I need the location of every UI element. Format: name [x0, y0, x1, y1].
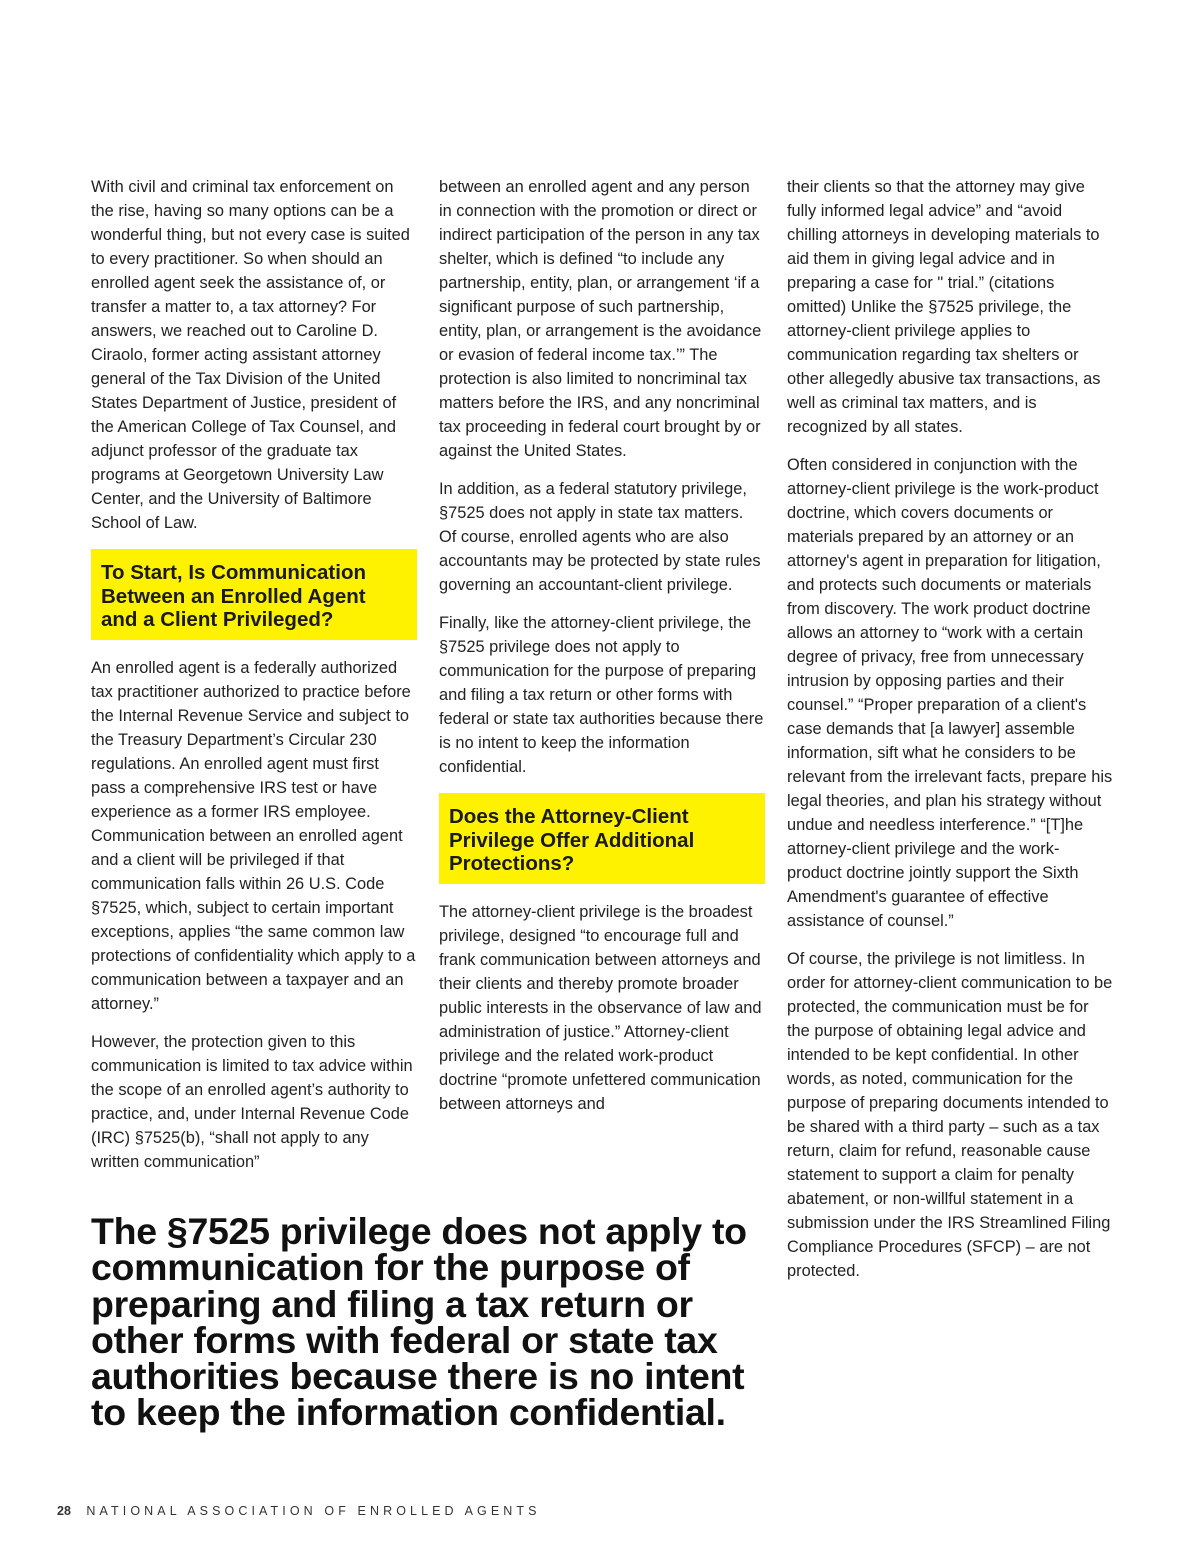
section-heading-additional-protections: Does the Attorney-Client Privilege Offer Additional Protections?	[439, 793, 765, 884]
body-paragraph: Often considered in conjunction with the attorney-client privilege is the work-product doctrine, which covers documents or materials prepared by an attorney or an attorney's agent in preparation for litigation, and protects such documents or materials from discovery. The work product doctrine allows an attorney to “work with a certain degree of privacy, free from unnecessary intrusion by opposing parties and their counsel.” “Proper preparation of a client's case demands that [a lawyer] assemble information, sift what he considers to be relevant from the irrelevant facts, prepare his legal theories, and plan his strategy without undue and needless interference.” “[T]he attorney-client privilege and the work-product doctrine jointly support the Sixth Amendment's guarantee of effective assistance of counsel.”	[787, 456, 1113, 930]
body-paragraph: between an enrolled agent and any person in connection with the promotion or direct or indirect participation of the person in any tax shelter, which is defined “to include any partnership, entity, plan, or arrangement ‘if a significant purpose of such partnership, entity, plan, or arrangement is the avoidance or evasion of federal income tax.’” The protection is also limited to noncriminal tax matters before the IRS, and any noncriminal tax proceeding in federal court brought by or against the United States.	[439, 178, 762, 460]
article-column-3	[787, 175, 1113, 1297]
section-heading-privileged: To Start, Is Communication Between an Enrolled Agent and a Client Privileged?	[91, 549, 417, 640]
body-paragraph: Finally, like the attorney-client privilege, the §7525 privilege does not apply to communication for the purpose of preparing and filing a tax return or other forms with federal or state tax authorities because there is no intent to keep the information confidential.	[439, 614, 764, 776]
body-paragraph: Of course, the privilege is not limitless. In order for attorney-client communication to be protected, the communication must be for the purpose of obtaining legal advice and intended to be kept confidential. In other words, as noted, communication for the purpose of preparing documents intended to be shared with a third party – such as a tax return, claim for refund, reasonable cause statement to support a claim for penalty abatement, or non-willful statement in a submission under the IRS Streamlined Filing Compliance Procedures (SFCP) – are not protected.	[787, 950, 1113, 1280]
intro-paragraph: With civil and criminal tax enforcement on the rise, having so many options can be a wonderful thing, but not every case is suited to every practitioner. So when should an enrolled agent seek the assistance of, or transfer a matter to, a tax attorney? For answers, we reached out to Caroline D. Ciraolo, former acting assistant attorney general of the Tax Division of the United States Department of Justice, president of the American College of Tax Counsel, and adjunct professor of the graduate tax programs at Georgetown University Law Center, and the University of Baltimore School of Law.	[91, 178, 410, 532]
pull-quote: The §7525 privilege does not apply to communication for the purpose of preparing and filing a tax return or other forms with federal or state tax authorities because there is no intent to keep the information confidential.	[91, 1210, 747, 1434]
page-number: 28	[57, 1504, 71, 1518]
body-paragraph: In addition, as a federal statutory privilege, §7525 does not apply in state tax matters. Of course, enrolled agents who are also accountants may be protected by state rules governing an accountant-client privilege.	[439, 480, 761, 594]
body-paragraph: An enrolled agent is a federally authorized tax practitioner authorized to practice before the Internal Revenue Service and subject to the Treasury Department’s Circular 230 regulations. An enrolled agent must first pass a comprehensive IRS test or have experience as a former IRS employee. Communication between an enrolled agent and a client will be privileged if that communication falls within 26 U.S. Code §7525, which, subject to certain important exceptions, applies “the same common law protections of confidentiality which apply to a communication between a taxpayer and an attorney.”	[91, 658, 416, 1013]
body-paragraph: However, the protection given to this communication is limited to tax advice within the scope of an enrolled agent’s authority to practice, and, under Internal Revenue Code (IRC) §7525(b), “shall not apply to any written communication”	[91, 1032, 413, 1171]
article-column-2	[439, 175, 765, 1130]
publication-name: NATIONAL ASSOCIATION OF ENROLLED AGENTS	[86, 1504, 541, 1518]
article-column-1	[91, 175, 417, 1188]
body-paragraph: their clients so that the attorney may give fully informed legal advice” and “avoid chilling attorneys in developing materials to aid them in giving legal advice and in preparing a case for " trial.” (citations omitted) Unlike the §7525 privilege, the attorney-client privilege applies to communication regarding tax shelters or other allegedly abusive tax transactions, as well as criminal tax matters, and is recognized by all states.	[787, 178, 1101, 436]
body-paragraph: The attorney-client privilege is the broadest privilege, designed “to encourage full and frank communication between attorneys and their clients and thereby promote broader public interests in the observance of law and administration of justice.” Attorney-client privilege and the related work-product doctrine “promote unfettered communication between attorneys and	[439, 902, 762, 1113]
page-footer	[57, 1503, 541, 1519]
